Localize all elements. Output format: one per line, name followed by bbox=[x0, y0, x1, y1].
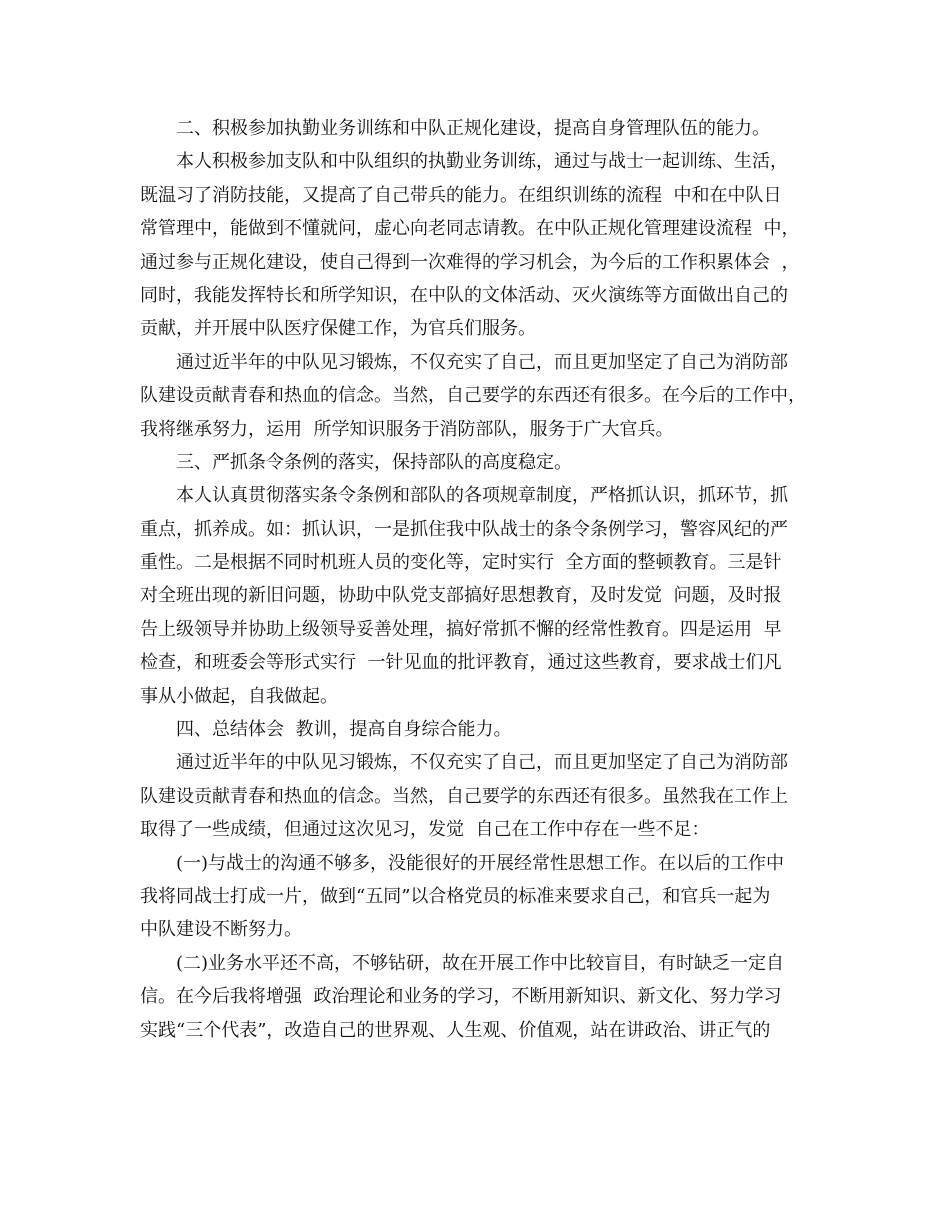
section-heading-two: 二、积极参加执勤业务训练和中队正规化建设，提高自身管理队伍的能力。 bbox=[176, 118, 770, 139]
paragraph-line: 信。在今后我将增强 政治理论和业务的学习，不断用新知识、新文化、努力学习 bbox=[140, 986, 782, 1008]
list-item-two: (二)业务水平还不高，不够钻研，故在开展工作中比较盲目，有时缺乏一定自 bbox=[176, 952, 785, 974]
paragraph-line: 取得了一些成绩，但通过这次见习，发觉 自己在工作中存在一些不足： bbox=[140, 819, 710, 841]
paragraph-line: 贡献，并开展中队医疗保健工作，为官兵们服务。 bbox=[140, 318, 536, 340]
paragraph-line: 实践“三个代表”，改造自己的世界观、人生观、价值观，站在讲政治、讲正气的 bbox=[140, 1019, 771, 1041]
paragraph-line: 队建设贡献青春和热血的信念。当然，自己要学的东西还有很多。虽然我在工作上 bbox=[140, 785, 788, 807]
paragraph-line: 常管理中，能做到不懂就问，虚心向老同志请教。在中队正规化管理建设流程 中， bbox=[140, 218, 800, 240]
paragraph-line: 对全班出现的新旧问题，协助中队党支部搞好思想教育，及时发觉 问题，及时报 bbox=[140, 585, 782, 607]
paragraph-line: 同时，我能发挥特长和所学知识，在中队的文体活动、灭火演练等方面做出自己的 bbox=[140, 284, 788, 306]
paragraph-line: 重性。二是根据不同时机班人员的变化等，定时实行 全方面的整顿教育。三是针 bbox=[140, 552, 782, 574]
paragraph-line: 通过参与正规化建设，使自己得到一次难得的学习机会，为今后的工作积累体会 ， bbox=[140, 251, 800, 273]
list-item-one: (一)与战士的沟通不够多，没能很好的开展经常性思想工作。在以后的工作中 bbox=[176, 852, 785, 874]
paragraph-line: 队建设贡献青春和热血的信念。当然，自己要学的东西还有很多。在今后的工作中， bbox=[140, 385, 806, 407]
paragraph-line: 事从小做起，自我做起。 bbox=[140, 685, 338, 707]
paragraph-line: 既温习了消防技能，又提高了自己带兵的能力。在组织训练的流程 中和在中队日 bbox=[140, 184, 782, 206]
paragraph-line: 告上级领导并协助上级领导妥善处理，搞好常抓不懈的经常性教育。四是运用 早 bbox=[140, 618, 782, 640]
paragraph-line: 本人积极参加支队和中队组织的执勤业务训练，通过与战士一起训练、生活， bbox=[176, 151, 788, 173]
paragraph-line: 我将继承努力，运用 所学知识服务于消防部队，服务于广大官兵。 bbox=[140, 418, 674, 440]
section-heading-three: 三、严抓条令条例的落实，保持部队的高度稳定。 bbox=[176, 451, 572, 473]
paragraph-line: 重点，抓养成。如：抓认识，一是抓住我中队战士的条令条例学习，警容风纪的严 bbox=[140, 518, 788, 540]
paragraph-line: 我将同战士打成一片，做到“五同”以合格党员的标准来要求自己，和官兵一起为 bbox=[140, 885, 771, 907]
document-body bbox=[140, 112, 816, 1047]
paragraph-line: 本人认真贯彻落实条令条例和部队的各项规章制度，严格抓认识，抓环节，抓 bbox=[176, 485, 788, 507]
paragraph-line: 通过近半年的中队见习锻炼，不仅充实了自己，而且更加坚定了自己为消防部 bbox=[176, 752, 788, 774]
paragraph-line: 通过近半年的中队见习锻炼，不仅充实了自己，而且更加坚定了自己为消防部 bbox=[176, 351, 788, 373]
paragraph-line: 中队建设不断努力。 bbox=[140, 919, 302, 941]
section-heading-four: 四、总结体会 教训，提高自身综合能力。 bbox=[176, 719, 512, 741]
paragraph-line: 检查，和班委会等形式实行 一针见血的批评教育，通过这些教育，要求战士们凡 bbox=[140, 652, 782, 674]
